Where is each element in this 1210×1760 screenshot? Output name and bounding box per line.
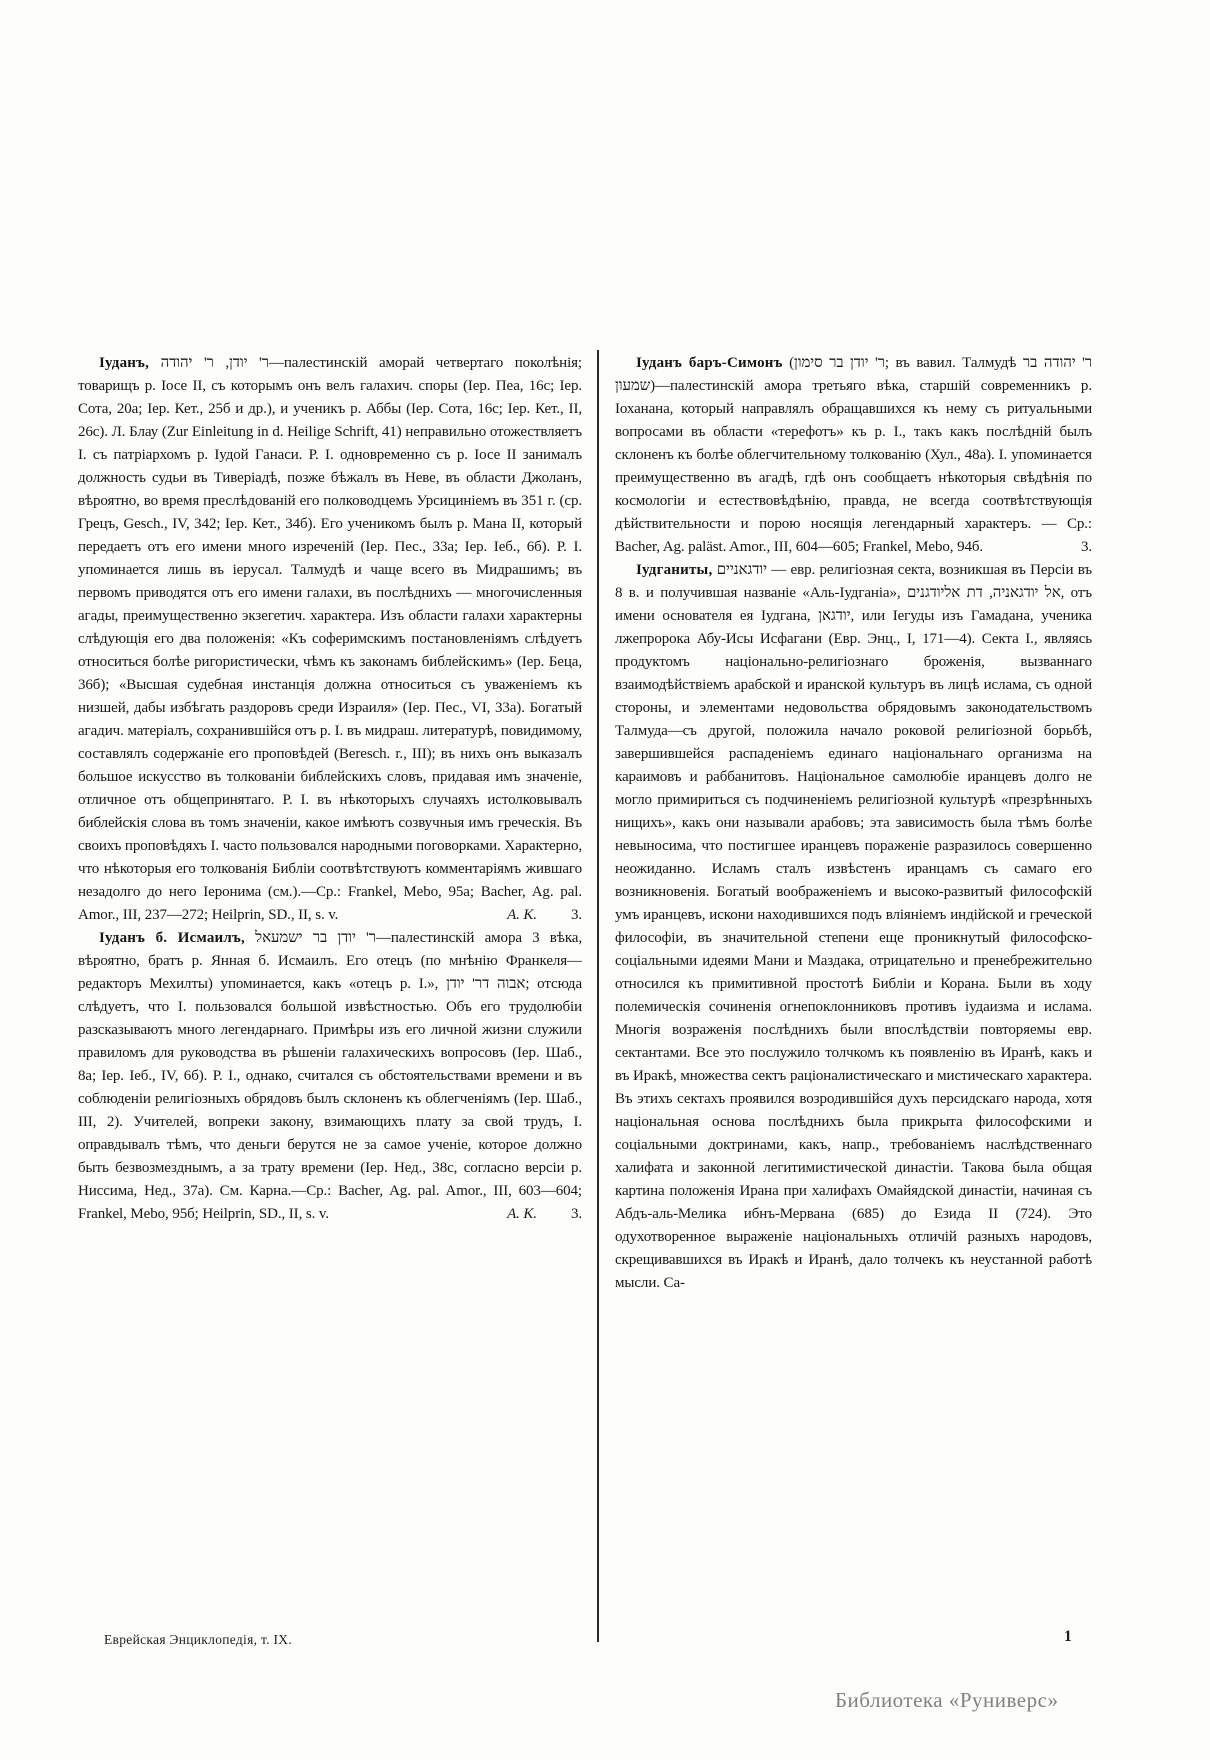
column-divider-rule: [597, 350, 599, 1642]
signature-number: 3.: [1080, 539, 1092, 555]
signature-number: 3.: [570, 907, 582, 923]
signature-number: 3.: [570, 1206, 582, 1222]
entry-judan: [78, 352, 582, 927]
page-number: 1: [1064, 1628, 1072, 1645]
signature-author: А. К.: [507, 907, 537, 923]
entry-judganity: [615, 559, 1092, 1295]
entry-signature: [1060, 536, 1092, 559]
column-left: [78, 352, 582, 1640]
volume-footer: Еврейская Энциклопедія, т. IX.: [104, 1632, 293, 1647]
library-watermark: Библиотека «Руниверс»: [835, 1688, 1059, 1712]
entry-term-judan-bar-simon: Іуданъ баръ-Симонъ: [636, 355, 783, 371]
entry-term-judganity: Іудганиты,: [636, 562, 713, 578]
entry-term-judan: Іуданъ,: [99, 355, 150, 371]
column-right: [615, 352, 1092, 1640]
signature-author: А. К.: [507, 1206, 537, 1222]
entry-term-judan-b-ismail: Іуданъ б. Исмаилъ,: [99, 930, 245, 946]
entry-judan-bar-simon: [615, 352, 1092, 559]
entry-text-judan-bar-simon: (ר' יודן בר סימון; въ вавил. Талмудѣ ר' יהודה בר שמעון)—палестинскій амора третьяго вѣка, старшій современникъ р. Іоханана, который направлялъ обращавшихся къ нему съ ритуальными вопросами въ области «терефотъ» къ р. І., такъ какъ послѣдній былъ склоненъ къ болѣе облегчительному толкованію (Хул., 48а). І. упоминается преимущественно въ агадѣ, гдѣ онъ сообщаетъ нѣкоторыя свѣдѣнія по космологіи и естествовѣдѣнію, правда, не всегда соотвѣтствующія дѣйствительности и порою носящія легендарный характеръ. — Ср.: Bacher, Ag. paläst. Amor., III, 604—605; Frankel, Mebo, 94б.: [615, 355, 1092, 555]
entry-judan-b-ismail: [78, 927, 582, 1226]
entry-signature: [486, 1203, 582, 1226]
entry-signature: [486, 904, 582, 927]
entry-text-judganity: יודגאניים — евр. религіозная секта, возникшая въ Персіи въ 8 в. и получившая названіе «Аль-Іудганіа», אל יודגאניה, דת אליודגנים, отъ имени основателя ея Іудгана, יודגאן, или Іегуды изъ Гамадана, ученика лжепророка Абу-Исы Исфагани (Евр. Энц., I, 171—4). Секта І., являясь продуктомъ національно-религіознаго броженія, вызваннаго взаимодѣйствіемъ арабской и иранской культуръ въ лицѣ ислама, съ одной стороны, и элементами недовольства обрядовымъ законодательствомъ Талмуда—съ другой, положила начало роковой религіозной борьбѣ, завершившейся распаденіемъ единаго національнаго организма на караимовъ и раббанитовъ. Національное самолюбіе иранцевъ долго не могло примириться съ подчиненіемъ религіозной культурѣ «презрѣнныхъ нищихъ», какъ они называли арабовъ; эта зависимость была тѣмъ болѣе невыносима, что постигшее иранцевъ пораженіе разразилось совершенно неожиданно. Исламъ сталъ извѣстенъ иранцамъ съ самаго его возникновенія. Богатый воображеніемъ и высоко-развитый философскій умъ иранцевъ, искони находившихся подъ вліяніемъ индійской и греческой философіи, въ значительной степени еще проникнутый философско-соціальными идеями Мани и Маздака, отрицательно и пренебрежительно относился къ примитивной простотѣ Библіи и Корана. Были въ ходу полемическія сочиненія огнепоклонниковъ противъ іудаизма и ислама. Многія возраженія послѣднихъ были впослѣдствіи повторяемы евр. сектантами. Все это послужило толчкомъ къ появленію въ Иранѣ, какъ и въ Иракѣ, множества сектъ раціоналистическаго и мистическаго характера. Въ этихъ сектахъ проявился возродившійся духъ персидскаго народа, хотя національная основа послѣднихъ была прикрыта философскими и соціальными доктринами, какъ, напр., требованіемъ наслѣдственнаго халифата и законной легитимистической династіи. Такова была общая картина положенія Ирана при халифахъ Омайядской династіи, начиная съ Абдъ-аль-Мелика ибнъ-Мервана (685) до Езида II (724). Это одухотворенное выраженіе національныхъ отличій разныхъ народовъ, скрещивавшихся въ Иракѣ и Иранѣ, дало толчекъ къ неустанной работѣ мысли. Са-: [615, 562, 1092, 1291]
entry-text-judan: ר' יודן, ר' יהודה—палестинскій аморай четвертаго поколѣнія; товарищъ р. Іосе II, съ которымъ онъ велъ галахич. споры (Іер. Пеа, 16с; Іер. Сота, 20а; Іер. Кет., 25б и др.), и ученикъ р. Аббы (Іер. Сота, 16с; Іер. Кет., II, 26с). Л. Блау (Zur Einleitung in d. Heilige Schrift, 41) неправильно отожествляетъ І. съ патріархомъ р. Іудой Ганаси. Р. І. одновременно съ р. Іосе II занималъ должность судьи въ Тиверіадѣ, позже бѣжалъ въ Неве, въ области Джоланъ, вѣроятно, во время преслѣдованій его полководцемъ Урсициніемъ въ 351 г. (ср. Грецъ, Gesch., IV, 342; Іер. Кет., 34б). Его ученикомъ былъ р. Мана II, который передаетъ отъ его имени много изреченій (Іер. Пес., 33а; Іер. Іеб., 6б). Р. І. упоминается лишь въ іерусал. Талмудѣ и чаще всего въ Мидрашимъ; въ первомъ приводятся отъ его имени галахи, въ послѣднихъ — многочисленныя агады, преимущественно экзегетич. характера. Изъ области галахи характерны слѣдующія его два положенія: «Къ соферимскимъ постановленіямъ слѣдуетъ относиться болѣе ригористически, чѣмъ къ законамъ библейскимъ» (Іер. Беца, 36б); «Высшая судебная инстанція должна относиться съ уваженіемъ къ низшей, дабы избѣгать раздоровъ среди Израиля» (Іер. Пес., VI, 33а). Богатый агадич. матеріалъ, сохранившійся отъ р. І. въ мидраш. литературѣ, повидимому, составлялъ содержаніе его проповѣдей (Beresch. r., III); въ нихъ онъ выказалъ большое искусство въ толкованіи библейскихъ словъ, придавая имъ значеніе, отличное отъ общепринятаго. Р. І. въ нѣкоторыхъ случаяхъ истолковывалъ библейскія слова въ томъ значеніи, какое имѣютъ созвучныя имъ греческія. Въ своихъ проповѣдяхъ І. часто пользовался народными поговорками. Характерно, что нѣкоторыя его толкованія Библіи соотвѣтствуютъ комментаріямъ жившаго незадолго до него Іеронима (см.).—Ср.: Frankel, Mebo, 95а; Bacher, Ag. pal. Amor., III, 237—272; Heilprin, SD., II, s. v.: [78, 355, 582, 923]
entry-text-judan-b-ismail: ר' יודן בר ישמעאל—палестинскій амора 3 вѣка, вѣроятно, братъ р. Янная б. Исмаилъ. Его отецъ (по мнѣнію Франкеля—редакторъ Мехилты) упоминается, какъ «отецъ р. І.», אבוה דר' יודן; отсюда слѣдуетъ, что І. пользовался большой извѣстностью. Объ его трудолюбіи разсказываютъ много легендарнаго. Примѣры изъ его личной жизни служили правиломъ для руководства въ рѣшеніи галахическихъ вопросовъ (Іер. Шаб., 8а; Іер. Іеб., IV, 6б). Р. І., однако, считался съ обстоятельствами времени и въ соблюденіи религіозныхъ обрядовъ былъ склоненъ къ облегченіямъ (Іер. Шаб., III, 2). Учителей, вопреки закону, взимающихъ плату за свой трудъ, І. оправдывалъ тѣмъ, что деньги берутся не за самое ученіе, которое должно быть безвозмезднымъ, а за трату времени (Іер. Нед., 38с, согласно версіи р. Ниссима, Нед., 37а). См. Карна.—Ср.: Bacher, Ag. pal. Amor., III, 603—604; Frankel, Mebo, 95б; Heilprin, SD., II, s. v.: [78, 930, 582, 1222]
